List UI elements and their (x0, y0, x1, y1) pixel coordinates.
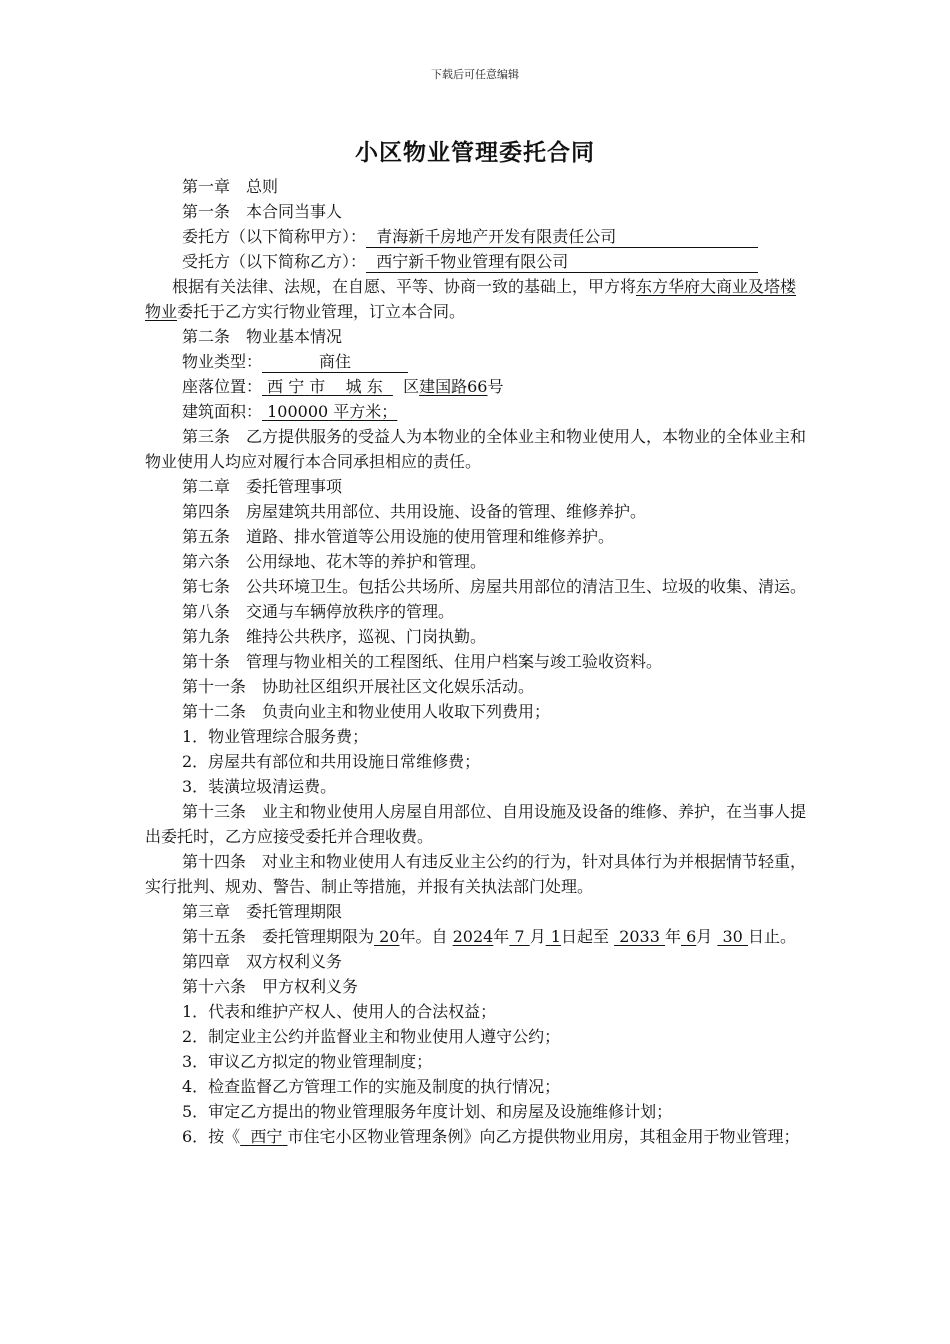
article-14: 第十四条 对业主和物业使用人有违反业主公约的行为，针对具体行为并根据情节轻重，实行批判、规劝、警告、制止等措施，并报有关执法部门处理。 (145, 852, 807, 896)
location-district-suffix: 区 (403, 377, 420, 396)
a15-years: 20 (379, 927, 400, 946)
a15-end-month-field (681, 927, 696, 946)
article-4: 第四条 房屋建筑共用部位、共用设施、设备的管理、维修养护。 (182, 502, 647, 521)
article-7: 第七条 公共环境卫生。包括公共场所、房屋共用部位的清洁卫生、垃圾的收集、清运。 (182, 577, 807, 596)
article-1: 第一条 本合同当事人 (182, 202, 343, 221)
a15-start-month-field (509, 927, 529, 946)
article-16: 第十六条 甲方权利义务 (182, 977, 359, 996)
party-b-value: 西宁新千物业管理有限公司 (376, 252, 569, 271)
article-16-item-4: 4．检查监督乙方管理工作的实施及制度的执行情况； (182, 1077, 561, 1096)
area-field (262, 402, 397, 421)
location-line (145, 374, 807, 399)
article-12-item-3: 3．装潢垃圾清运费。 (182, 777, 337, 796)
a15-start-year: 2024 (452, 927, 494, 946)
article-16-item-5: 5．审定乙方提出的物业管理服务年度计划、和房屋及设施维修计划； (182, 1102, 673, 1121)
a15-text-4: 月 (529, 927, 546, 946)
party-a-field (366, 227, 758, 248)
location-road: 建国路66 (419, 377, 488, 396)
location-label: 座落位置： (182, 377, 263, 396)
location-district: 城 东 (345, 377, 383, 396)
area-label: 建筑面积： (182, 402, 263, 421)
a15-end-month: 6 (686, 927, 697, 946)
a15-text-6: 年 (665, 927, 682, 946)
location-city: 西 宁 (267, 377, 305, 396)
article-6: 第六条 公用绿地、花木等的养护和管理。 (182, 552, 487, 571)
article-11: 第十一条 协助社区组织开展社区文化娱乐活动。 (182, 677, 535, 696)
article-13: 第十三条 业主和物业使用人房屋自用部位、自用设施及设备的维修、养护，在当事人提出委托时，乙方应接受委托并合理收费。 (145, 802, 807, 846)
a16-6-city: 西宁 (250, 1127, 283, 1146)
article-16-item-6 (145, 1124, 807, 1149)
property-type-field (262, 352, 408, 373)
a15-text-8: 日止。 (747, 927, 796, 946)
article-12: 第十二条 负责向业主和物业使用人收取下列费用； (182, 702, 551, 721)
chapter-3-heading: 第三章 委托管理期限 (182, 902, 343, 921)
a15-text-7: 月 (696, 927, 713, 946)
a15-end-year-field (614, 927, 665, 946)
party-a-line (145, 224, 807, 249)
article-15 (145, 924, 807, 949)
location-city-suffix: 市 (309, 377, 326, 396)
header-note: 下载后可任意编辑 (431, 68, 519, 81)
contract-body (145, 174, 807, 1149)
article-5: 第五条 道路、排水管道等公用设施的使用管理和维修养护。 (182, 527, 615, 546)
party-b-label: 受托方（以下简称乙方）： (182, 252, 367, 271)
chapter-4-heading: 第四章 双方权利义务 (182, 952, 343, 971)
a15-text-1: 第十五条 委托管理期限为 (182, 927, 375, 946)
chapter-1-heading: 第一章 总则 (182, 177, 279, 196)
intro-text-2: 委托于乙方实行物业管理，订立本合同。 (177, 302, 466, 321)
party-b-line (145, 249, 807, 274)
intro-property-name: 东方华府大商业及塔楼物业 (145, 277, 797, 321)
area-value: 100000 (267, 402, 329, 421)
article-3: 第三条 乙方提供服务的受益人为本物业的全体业主和物业使用人，本物业的全体业主和物业使用人均应对履行本合同承担相应的责任。 (145, 427, 807, 471)
area-unit: 平方米； (333, 402, 398, 421)
a15-text-3: 年 (493, 927, 510, 946)
a15-end-year: 2033 (619, 927, 660, 946)
a15-start-day-field (546, 927, 561, 946)
intro-text-1: 根据有关法律、法规，在自愿、平等、协商一致的基础上，甲方将 (172, 277, 637, 296)
a15-end-day: 30 (722, 927, 743, 946)
article-10: 第十条 管理与物业相关的工程图纸、住用户档案与竣工验收资料。 (182, 652, 663, 671)
contract-title: 小区物业管理委托合同 (355, 139, 595, 166)
article-8: 第八条 交通与车辆停放秩序的管理。 (182, 602, 455, 621)
property-type-value: 商住 (319, 352, 352, 371)
article-12-item-1: 1．物业管理综合服务费； (182, 727, 369, 746)
location-district-field (341, 377, 393, 396)
area-line (145, 399, 807, 424)
intro-paragraph (145, 274, 807, 324)
article-12-item-2: 2．房屋共有部位和共用设施日常维修费； (182, 752, 481, 771)
a16-6-text-2: 市住宅小区物业管理条例》向乙方提供物业用房，其租金用于物业管理； (287, 1127, 800, 1146)
location-road-suffix: 号 (487, 377, 504, 396)
property-type-line (145, 349, 807, 374)
chapter-2-heading: 第二章 委托管理事项 (182, 477, 343, 496)
a16-6-text-1: 6．按《 (182, 1127, 241, 1146)
party-a-label: 委托方（以下简称甲方）： (182, 227, 367, 246)
a15-text-5: 日起至 (560, 927, 609, 946)
article-16-item-1: 1．代表和维护产权人、使用人的合法权益； (182, 1002, 497, 1021)
property-type-label: 物业类型： (182, 352, 263, 371)
location-city-field (262, 377, 341, 396)
article-2: 第二条 物业基本情况 (182, 327, 343, 346)
a15-text-2: 年。自 (399, 927, 448, 946)
article-9: 第九条 维持公共秩序，巡视、门岗执勤。 (182, 627, 487, 646)
a16-6-city-field (240, 1127, 287, 1146)
article-16-item-2: 2．制定业主公约并监督业主和物业使用人遵守公约； (182, 1027, 561, 1046)
party-b-field (366, 252, 758, 273)
a15-years-field (374, 927, 399, 946)
a15-start-month: 7 (514, 927, 525, 946)
a15-start-day: 1 (550, 927, 561, 946)
a15-end-day-field (717, 927, 748, 946)
party-a-value: 青海新千房地产开发有限责任公司 (376, 227, 617, 246)
article-16-item-3: 3．审议乙方拟定的物业管理制度； (182, 1052, 433, 1071)
